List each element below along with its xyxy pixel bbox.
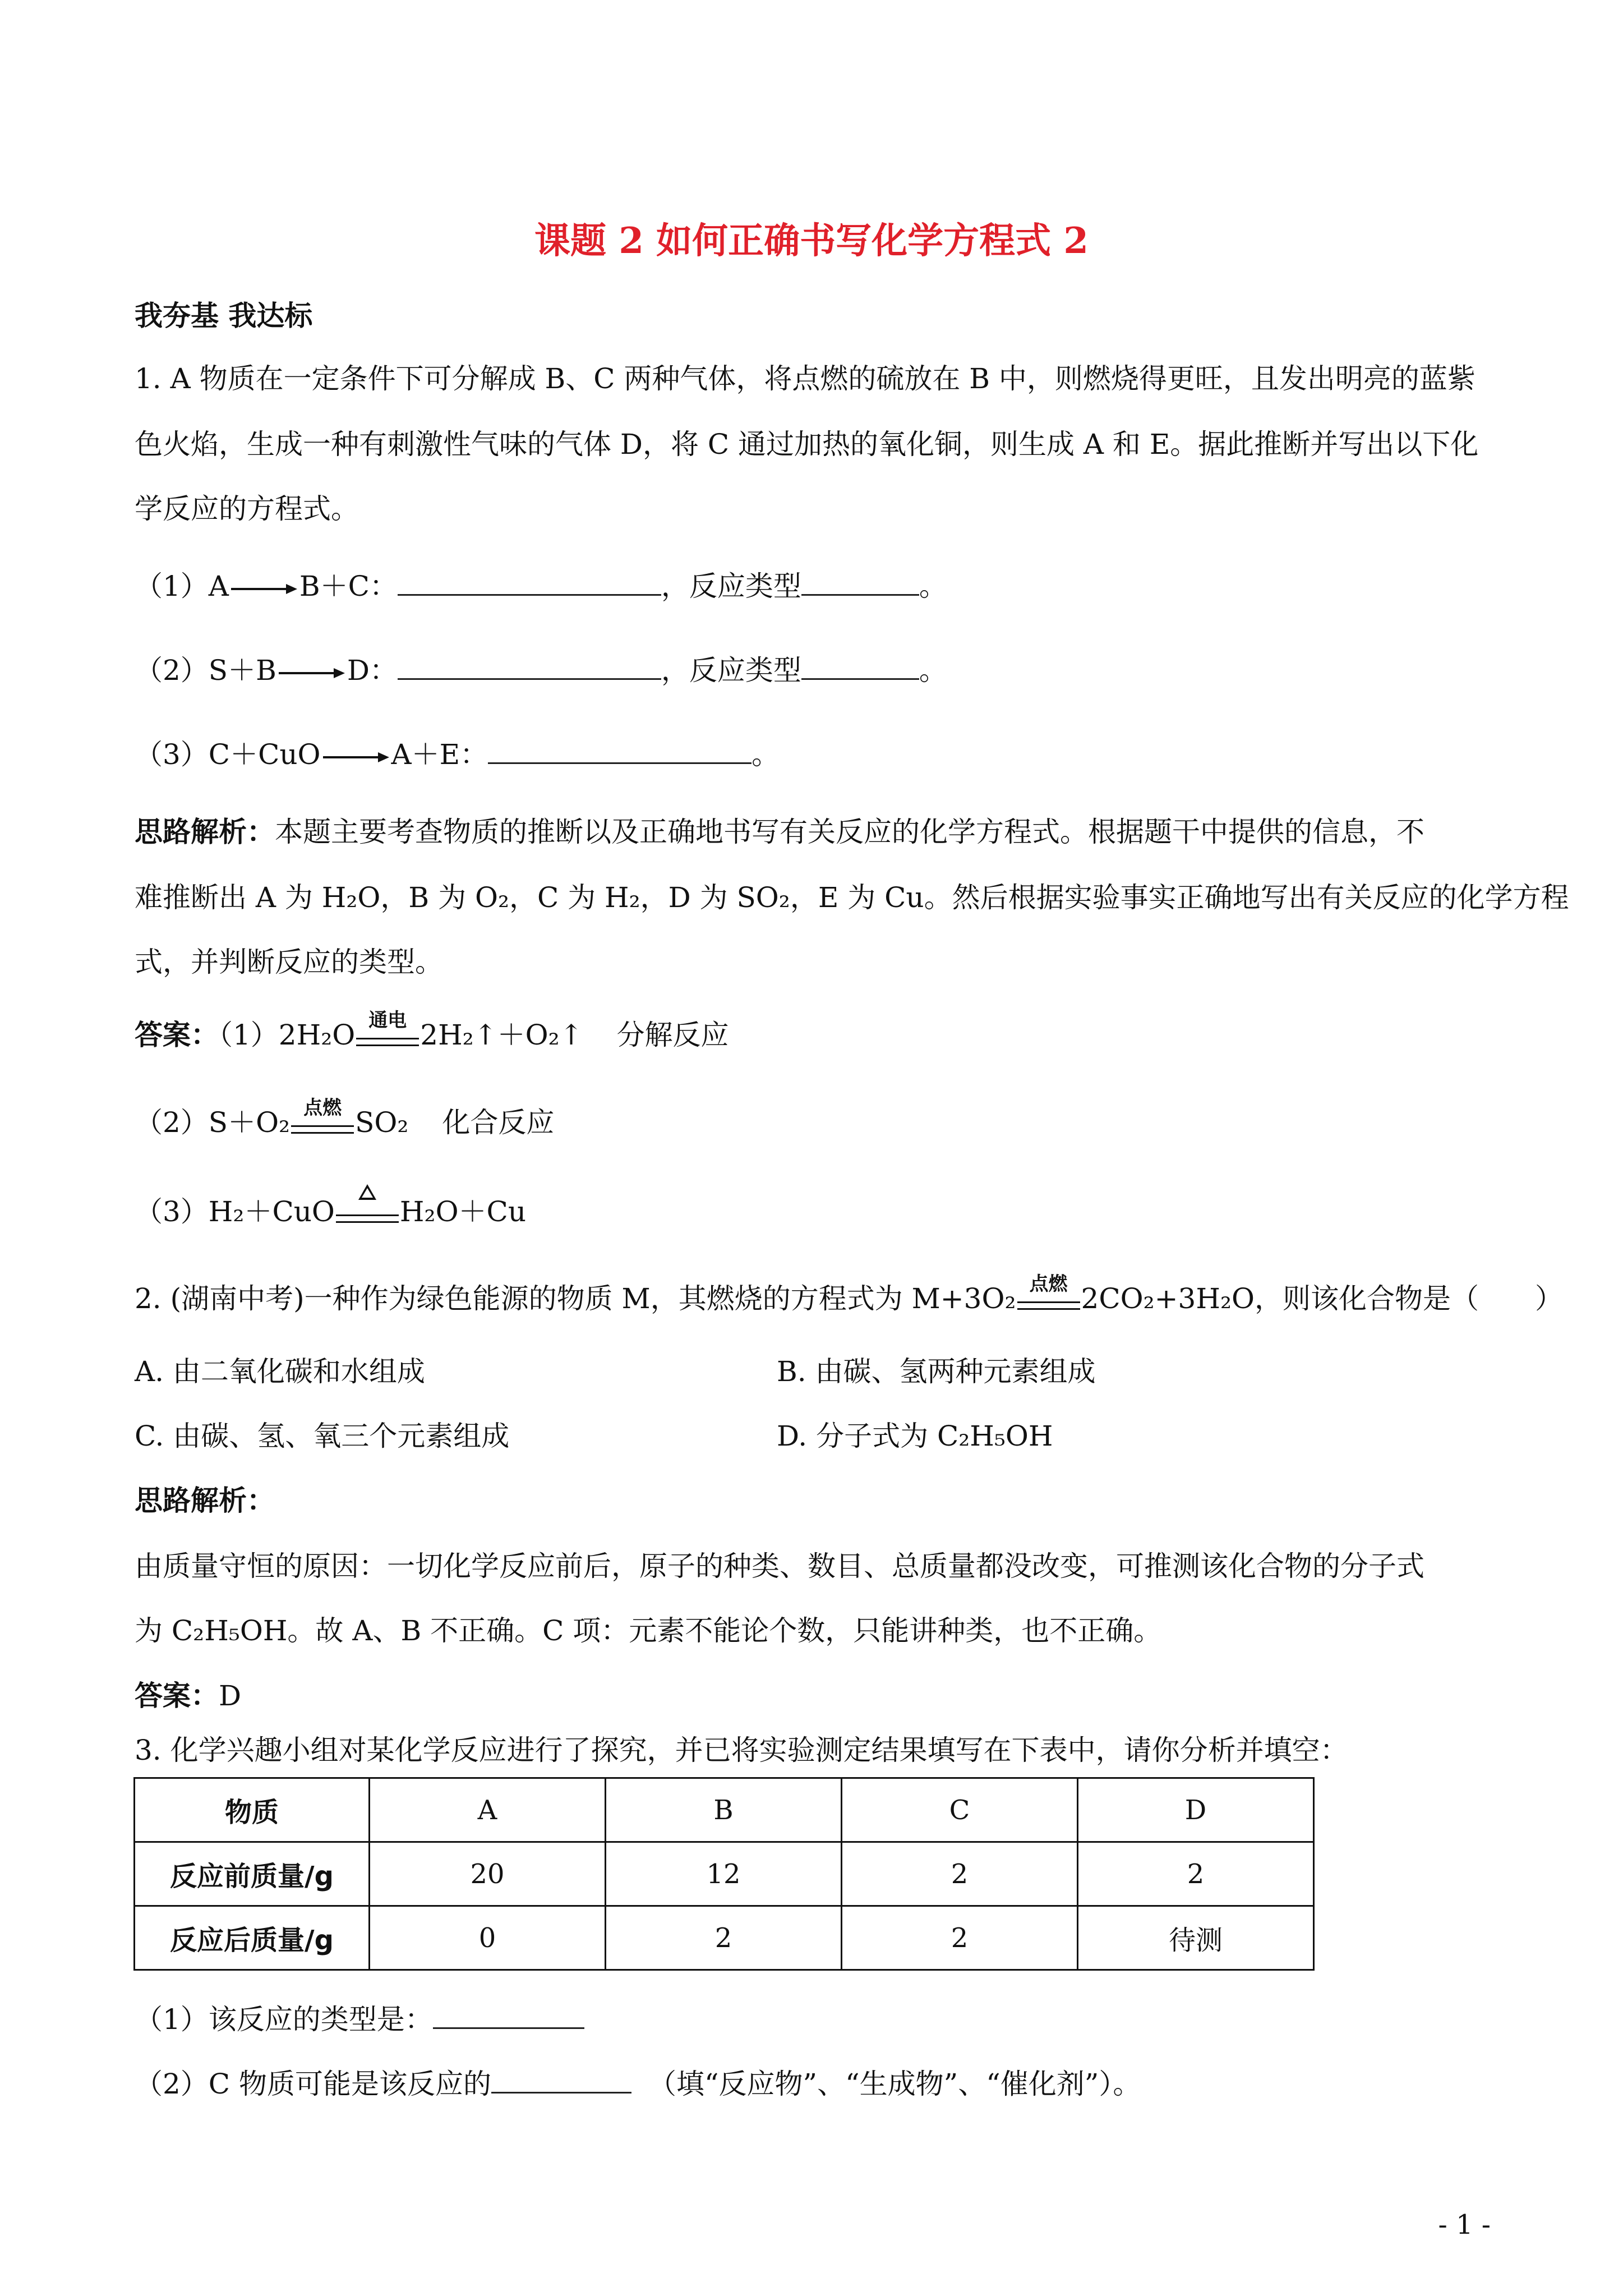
q3-sub1-blank[interactable]	[433, 2001, 584, 2029]
table-header-cell: C	[842, 1778, 1078, 1842]
q1-analysis-line3: 式，并判断反应的类型。	[135, 946, 443, 978]
ans2-type: 化合反应	[442, 1106, 555, 1139]
ans2-product: SO₂	[355, 1106, 409, 1139]
q3-sub2-blank[interactable]	[491, 2066, 631, 2093]
q1-answer1	[135, 1009, 729, 1055]
q1-part1-product: B＋C：	[299, 570, 398, 602]
q3-stem: 3. 化学兴趣小组对某化学反应进行了探究，并已将实验测定结果填写在下表中，请你分析并填空：	[135, 1734, 1348, 1766]
section-heading: 我夯基 我达标	[135, 300, 313, 332]
q1-part1	[135, 567, 947, 606]
ans2-reactant: （2）S＋O₂	[135, 1106, 291, 1139]
table-row	[135, 1906, 1314, 1970]
table-header-cell: 物质	[135, 1778, 370, 1842]
ans3-product: H₂O＋Cu	[399, 1195, 527, 1228]
table-header-cell: A	[370, 1778, 606, 1842]
page-number: - 1 -	[1438, 2209, 1491, 2240]
table-cell: 2	[842, 1906, 1078, 1970]
q2-option-c: C. 由碳、氢、氧三个元素组成	[135, 1420, 510, 1452]
q3-sub2	[135, 2064, 1141, 2104]
table-cell: 反应后质量/g	[135, 1906, 370, 1970]
q1-stem-line2: 色火焰，生成一种有刺激性气味的气体 D，将 C 通过加热的氧化铜，则生成 A 和 E。据此推断并写出以下化	[135, 428, 1479, 461]
q1-analysis-line2: 难推断出 A 为 H₂O，B 为 O₂，C 为 H₂，D 为 SO₂，E 为 Cu。然后根据实验事实正确地写出有关反应的化学方程	[135, 881, 1569, 914]
triangle-icon	[358, 1184, 376, 1200]
q2-analysis-line1: 由质量守恒的原因：一切化学反应前后，原子的种类、数目、总质量都没改变，可推测该化合物的分子式	[135, 1550, 1424, 1582]
equals-condition	[1017, 1273, 1080, 1318]
q1-part1-reactant: （1）A	[135, 570, 229, 602]
condition-label: 通电	[368, 1009, 407, 1032]
q1-part3-reactant: （3）C＋CuO	[135, 738, 321, 771]
q1-part3-equation-blank[interactable]	[488, 737, 751, 764]
q3-sub1	[135, 2000, 584, 2039]
table-cell: 待测	[1078, 1906, 1314, 1970]
table-cell: 2	[842, 1842, 1078, 1906]
table-header-cell: B	[606, 1778, 842, 1842]
q2-answer-value: D	[219, 1680, 242, 1712]
q1-part2-type-blank[interactable]	[801, 652, 919, 680]
mass-table	[133, 1777, 1315, 1971]
q1-answer-label: 答案：	[135, 1019, 219, 1051]
q1-analysis-line1	[135, 812, 1424, 852]
q3-sub2-post: （填“反应物”、“生成物”、“催化剂”）。	[648, 2068, 1141, 2100]
table-row	[135, 1842, 1314, 1906]
q1-part1-type-label: ，反应类型	[661, 570, 801, 602]
table-cell: 2	[1078, 1842, 1314, 1906]
table-row	[135, 1778, 1314, 1842]
equals-condition	[291, 1097, 354, 1142]
q3-sub2-pre: （2）C 物质可能是该反应的	[135, 2068, 491, 2100]
q1-part2-reactant: （2）S＋B	[135, 654, 276, 687]
table-cell: 0	[370, 1906, 606, 1970]
ans1-type: 分解反应	[616, 1019, 729, 1051]
q2-analysis-line2: 为 C₂H₅OH。故 A、B 不正确。C 项：元素不能论个数，只能讲种类，也不正确。	[135, 1614, 1162, 1647]
arrow-icon	[231, 583, 297, 594]
ans1-reactant: （1）2H₂O	[219, 1019, 356, 1051]
equals-condition	[356, 1009, 419, 1055]
table-cell: 反应前质量/g	[135, 1842, 370, 1906]
condition-label: 点燃	[303, 1097, 342, 1119]
q1-part2	[135, 651, 947, 690]
table-cell: 2	[606, 1906, 842, 1970]
q1-part1-end: 。	[919, 570, 947, 602]
q1-part3	[135, 735, 780, 774]
q2-answer-label: 答案：	[135, 1680, 219, 1712]
q2-analysis-label: 思路解析：	[135, 1484, 275, 1517]
q1-part2-product: D：	[347, 654, 398, 687]
q1-analysis-text1: 本题主要考查物质的推断以及正确地书写有关反应的化学方程式。根据题干中提供的信息，不	[275, 816, 1424, 848]
table-cell: 12	[606, 1842, 842, 1906]
ans1-product: 2H₂↑＋O₂↑	[420, 1019, 583, 1051]
arrow-icon	[323, 751, 389, 762]
table-header-cell: D	[1078, 1778, 1314, 1842]
q1-part1-type-blank[interactable]	[801, 568, 919, 596]
q2-stem	[135, 1273, 1563, 1318]
q2-option-a: A. 由二氧化碳和水组成	[135, 1355, 425, 1388]
heat-condition	[336, 1192, 399, 1231]
q2-option-d: D. 分子式为 C₂H₅OH	[777, 1420, 1053, 1452]
q2-stem-post: 2CO₂+3H₂O，则该化合物是（ ）	[1081, 1282, 1563, 1315]
q1-analysis-label: 思路解析：	[135, 816, 275, 848]
q1-part1-equation-blank[interactable]	[398, 568, 661, 596]
page-title: 课题 2 如何正确书写化学方程式 2	[534, 220, 1089, 262]
q1-part2-end: 。	[919, 654, 947, 687]
ans3-reactant: （3）H₂＋CuO	[135, 1195, 335, 1228]
q3-sub1-text: （1）该反应的类型是：	[135, 2003, 433, 2036]
table-cell: 20	[370, 1842, 606, 1906]
q1-part3-product: A＋E：	[391, 738, 488, 771]
arrow-icon	[279, 667, 345, 678]
q1-answer3	[135, 1192, 526, 1231]
q2-stem-pre: 2. (湖南中考)一种作为绿色能源的物质 M，其燃烧的方程式为 M+3O₂	[135, 1282, 1016, 1315]
q1-stem-line1: 1. A 物质在一定条件下可分解成 B、C 两种气体，将点燃的硫放在 B 中，则燃烧得更旺，且发出明亮的蓝紫	[135, 362, 1476, 395]
q1-stem-line3: 学反应的方程式。	[135, 493, 359, 525]
q1-answer2	[135, 1097, 555, 1142]
condition-label: 点燃	[1029, 1273, 1068, 1295]
q1-part2-equation-blank[interactable]	[398, 652, 661, 680]
q2-option-b: B. 由碳、氢两种元素组成	[777, 1355, 1096, 1388]
q1-part2-type-label: ，反应类型	[661, 654, 801, 687]
q1-part3-end: 。	[751, 738, 780, 771]
q2-answer	[135, 1676, 241, 1715]
